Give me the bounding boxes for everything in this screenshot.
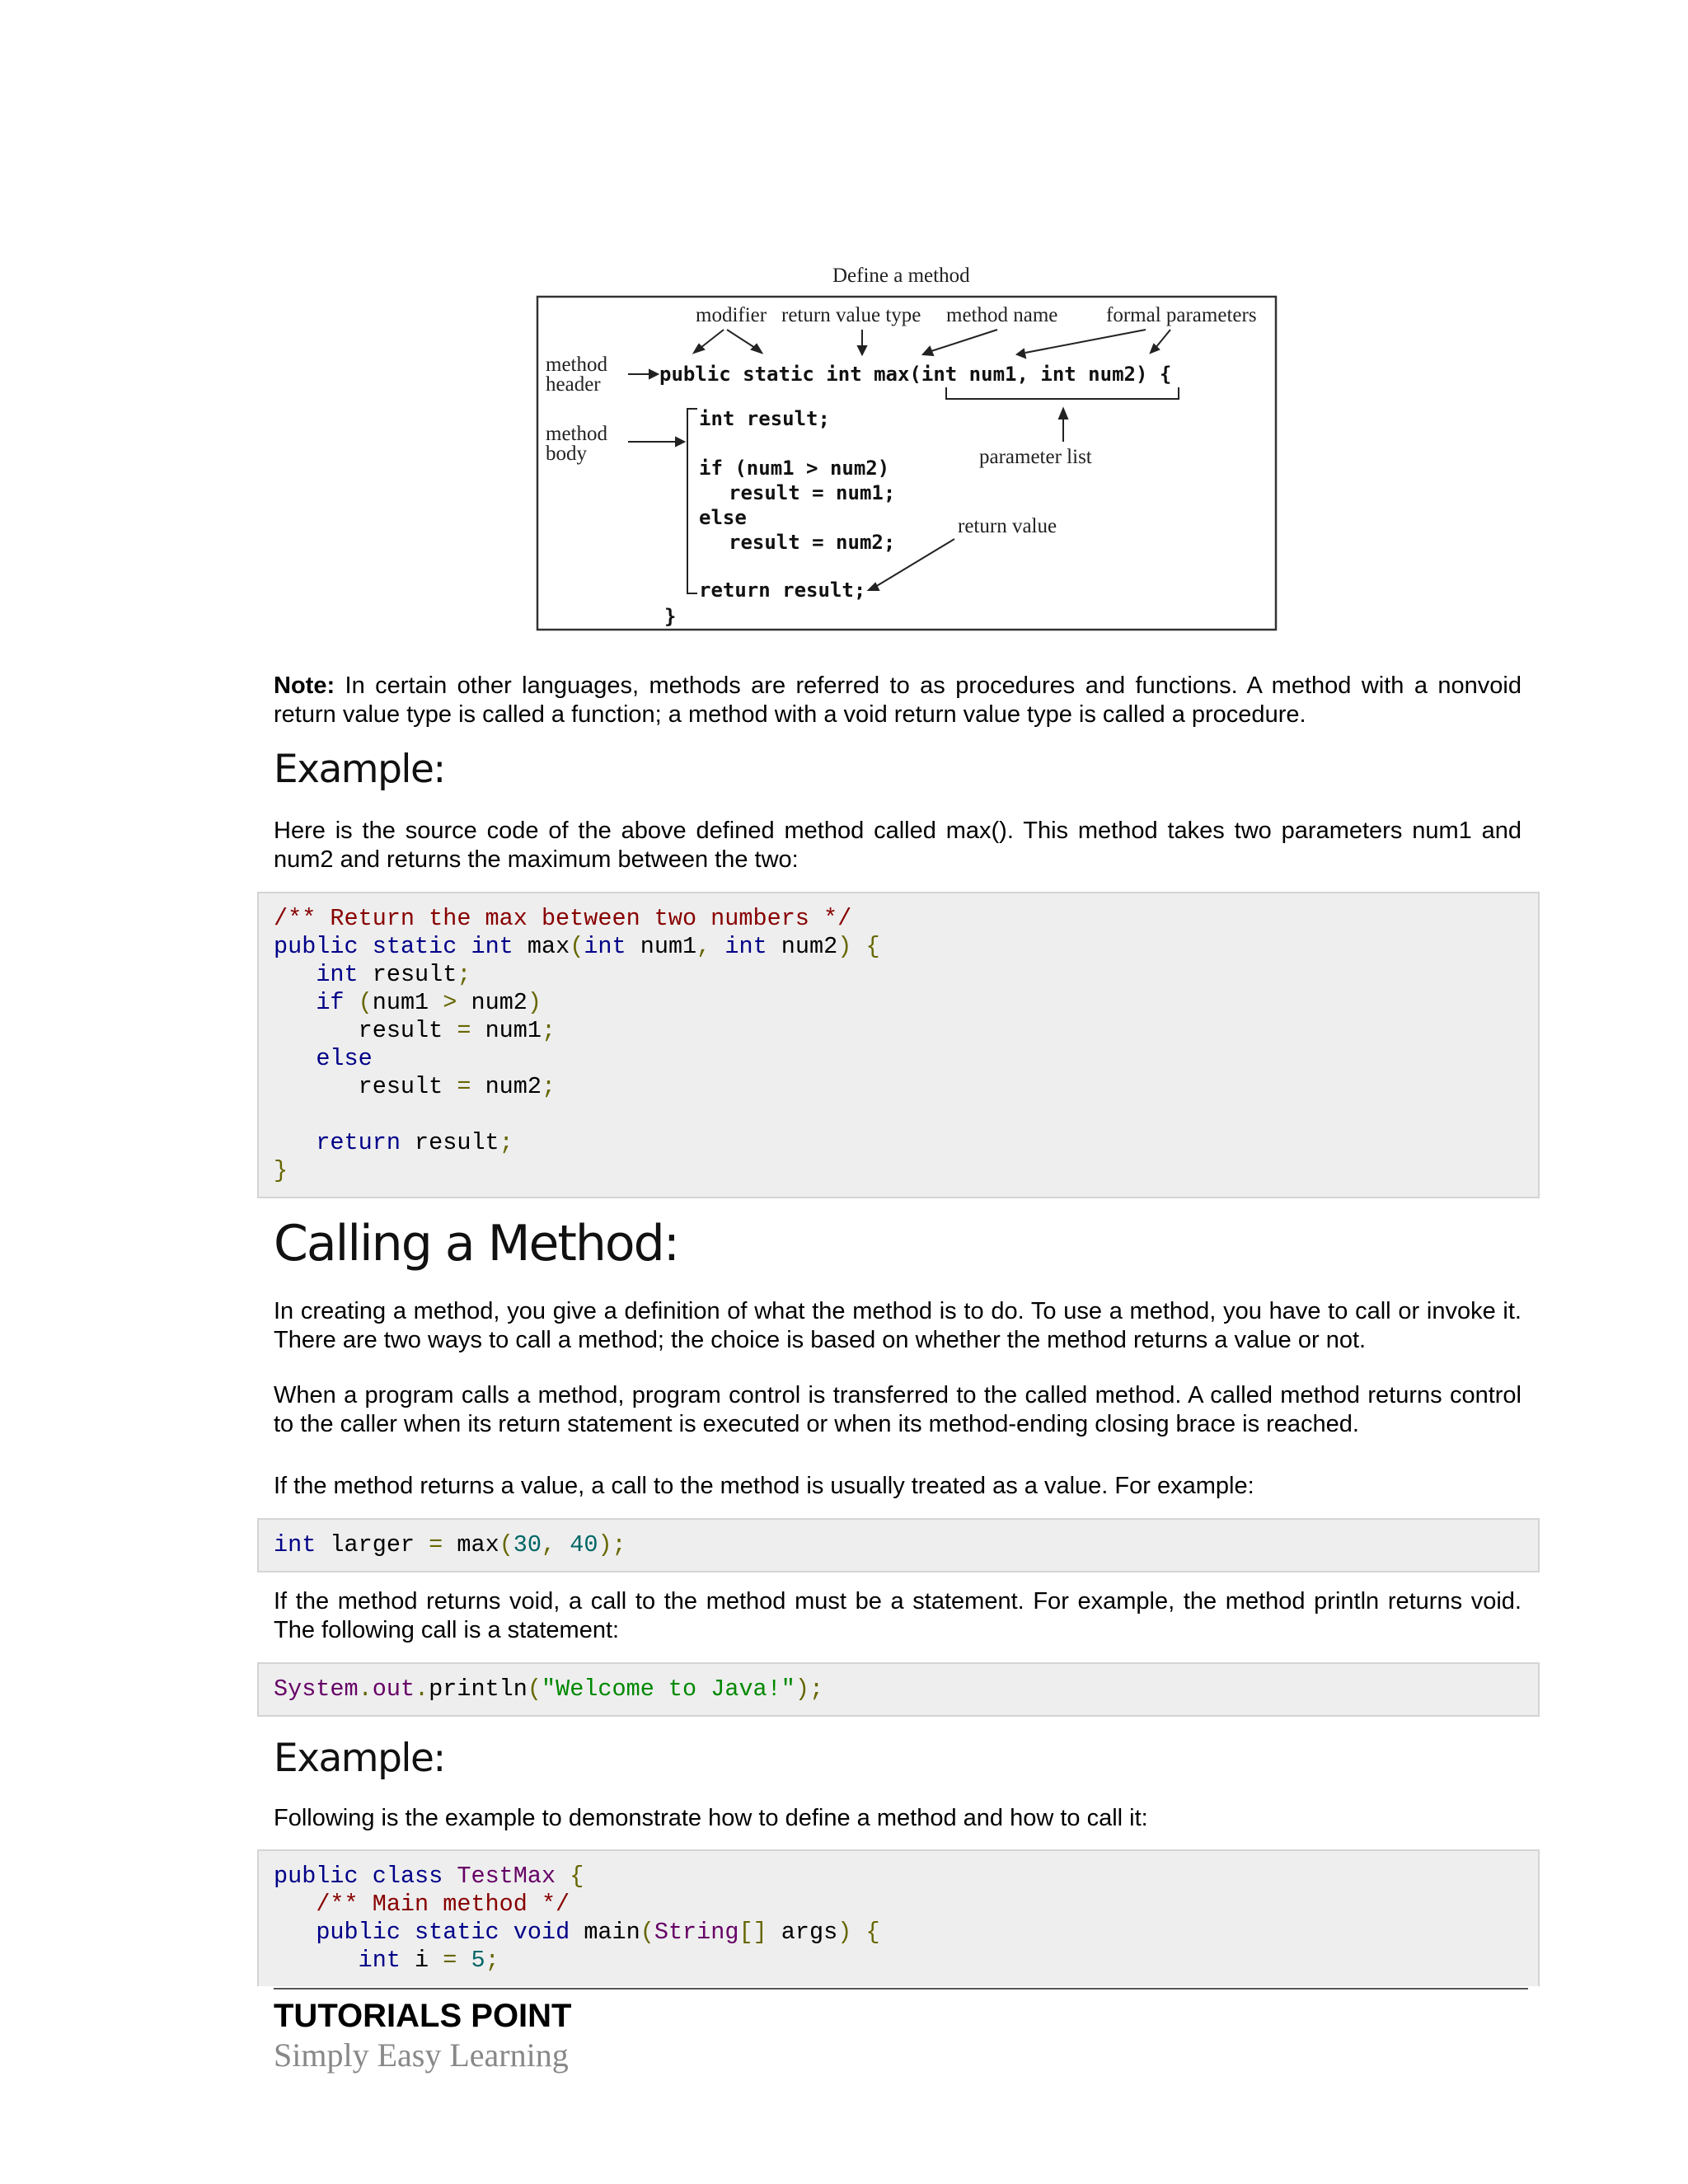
note-paragraph — [274, 672, 1522, 729]
code-token: ; — [542, 1073, 556, 1100]
code-token: ( — [527, 1675, 542, 1703]
code-token: main — [584, 1919, 640, 1946]
code-token: public — [316, 1919, 401, 1946]
code-token: . — [415, 1675, 429, 1703]
code-token: larger — [330, 1531, 415, 1558]
code-token: ; — [457, 961, 471, 988]
code-token: int — [274, 1531, 316, 1558]
code-token: { — [570, 1863, 584, 1890]
footer-title: TUTORIALS POINT — [274, 1998, 572, 2034]
code-token: args — [781, 1919, 838, 1946]
code-token: "Welcome to Java!" — [542, 1675, 795, 1703]
code-block-println — [257, 1662, 1540, 1717]
code-token: ) — [837, 933, 852, 960]
diagram-body-line: if (num1 > num2) — [699, 457, 890, 480]
code-token: ); — [795, 1675, 824, 1703]
label-return-type: return value type — [781, 304, 921, 326]
diagram-header-code: public static int max(int num1, int num2) { — [659, 363, 1172, 386]
code-token: > — [443, 989, 457, 1016]
code-token: println — [429, 1675, 528, 1703]
code-token: ( — [640, 1919, 654, 1946]
code-text — [274, 1531, 626, 1559]
label-method-header-2: header — [546, 373, 601, 396]
code-token: result — [415, 1129, 499, 1156]
code-text — [274, 1863, 880, 1975]
code-comment: /** Return the max between two numbers */ — [274, 905, 852, 932]
code-block-testmax — [257, 1849, 1540, 1986]
diagram-body-line: result = num1; — [729, 481, 896, 504]
code-token: . — [358, 1675, 373, 1703]
method-definition-diagram — [536, 262, 1286, 635]
label-method-body-2: body — [546, 443, 587, 465]
code-token: 40 — [570, 1531, 598, 1558]
code-token: 30 — [513, 1531, 542, 1558]
code-token: else — [316, 1045, 373, 1072]
code-token: ; — [499, 1129, 513, 1156]
code-token: ) — [527, 989, 542, 1016]
label-method-name: method name — [946, 304, 1058, 326]
code-token: result — [358, 1073, 443, 1100]
example2-heading: Example: — [274, 1736, 445, 1781]
note-label: Note: — [274, 673, 335, 699]
code-token: ) — [837, 1919, 852, 1946]
code-token: i — [415, 1947, 429, 1974]
label-method-body-1: method — [546, 423, 607, 445]
code-token: int — [471, 933, 513, 960]
code-token: int — [316, 961, 359, 988]
code-token: { — [865, 1919, 880, 1946]
diagram-body-line: int result; — [699, 407, 830, 430]
code-token: 5 — [471, 1947, 485, 1974]
diagram-body-line: else — [699, 506, 747, 529]
code-token: ); — [598, 1531, 626, 1558]
code-token: num2 — [781, 933, 838, 960]
code-token: static — [415, 1919, 499, 1946]
label-parameter-list: parameter list — [979, 446, 1092, 468]
code-token: [] — [738, 1919, 767, 1946]
code-token: void — [513, 1919, 570, 1946]
code-token: } — [274, 1157, 288, 1184]
code-token: ( — [358, 989, 373, 1016]
code-comment: /** Main method */ — [316, 1891, 570, 1918]
example-intro: Here is the source code of the above defined method called max(). This method takes two parameters num1 and num2 and returns the maximum between the two: — [274, 818, 1522, 873]
calling-paragraph-1: In creating a method, you give a definition of what the method is to do. To use a method, you have to call or invoke it. There are two ways to call a method; the choice is based on whether the method returns a value or not. — [274, 1298, 1522, 1353]
diagram-close-brace: } — [664, 605, 677, 628]
code-token: , — [696, 933, 711, 960]
label-formal-parameters: formal parameters — [1106, 304, 1257, 326]
label-method-header-1: method — [546, 354, 607, 376]
code-text — [274, 905, 880, 1185]
code-token: = — [457, 1017, 471, 1044]
code-token: result — [358, 1017, 443, 1044]
code-token: class — [372, 1863, 443, 1890]
label-return-value: return value — [958, 515, 1057, 537]
code-token: num1 — [640, 933, 697, 960]
code-token: public — [274, 1863, 359, 1890]
calling-heading: Calling a Method: — [274, 1215, 678, 1272]
code-token: out — [372, 1675, 415, 1703]
calling-paragraph-2: When a program calls a method, program control is transferred to the called method. A called method returns control to the caller when its return statement is executed or when its method-ending closing brace is reached. — [274, 1382, 1522, 1437]
code-token: int — [358, 1947, 401, 1974]
code-token: num2 — [485, 1073, 542, 1100]
code-token: if — [316, 989, 345, 1016]
code-token: int — [584, 933, 626, 960]
calling-paragraph-3: If the method returns a value, a call to the method is usually treated as a value. For example: — [274, 1473, 1254, 1499]
code-token: , — [542, 1531, 556, 1558]
code-token: ( — [570, 933, 584, 960]
calling-paragraph-4: If the method returns void, a call to the method must be a statement. For example, the method println returns void. The following call is a statement: — [274, 1588, 1522, 1643]
code-block-max — [257, 892, 1540, 1198]
code-text — [274, 1675, 823, 1704]
diagram-title: Define a method — [832, 265, 970, 287]
code-token: { — [865, 933, 880, 960]
code-token: = — [443, 1947, 457, 1974]
code-token: ; — [542, 1017, 556, 1044]
example2-intro: Following is the example to demonstrate how to define a method and how to call it: — [274, 1805, 1148, 1831]
code-token: max — [457, 1531, 499, 1558]
footer-rule — [274, 1988, 1528, 1990]
code-token: max — [527, 933, 570, 960]
code-token: num1 — [372, 989, 429, 1016]
diagram-body-line: result = num2; — [729, 531, 896, 554]
footer-subtitle: Simply Easy Learning — [274, 2036, 569, 2074]
code-block-call-max — [257, 1518, 1540, 1572]
code-token: = — [429, 1531, 443, 1558]
note-text: In certain other languages, methods are referred to as procedures and functions. A method with a nonvoid return value type is called a function; a method with a void return value type is called a procedure. — [274, 673, 1522, 728]
code-token: return — [316, 1129, 401, 1156]
example-heading: Example: — [274, 747, 445, 792]
code-token: TestMax — [457, 1863, 556, 1890]
code-token: = — [457, 1073, 471, 1100]
code-token: String — [654, 1919, 739, 1946]
code-token: System — [274, 1675, 359, 1703]
code-token: num1 — [485, 1017, 542, 1044]
code-token: ( — [499, 1531, 513, 1558]
code-token: ; — [485, 1947, 499, 1974]
code-token: result — [372, 961, 457, 988]
code-token: public — [274, 933, 359, 960]
diagram-body-line: return result; — [699, 579, 866, 602]
label-modifier: modifier — [696, 304, 767, 326]
code-token: int — [724, 933, 767, 960]
code-token: num2 — [471, 989, 528, 1016]
code-token: static — [372, 933, 457, 960]
diagram-frame — [537, 297, 1276, 630]
